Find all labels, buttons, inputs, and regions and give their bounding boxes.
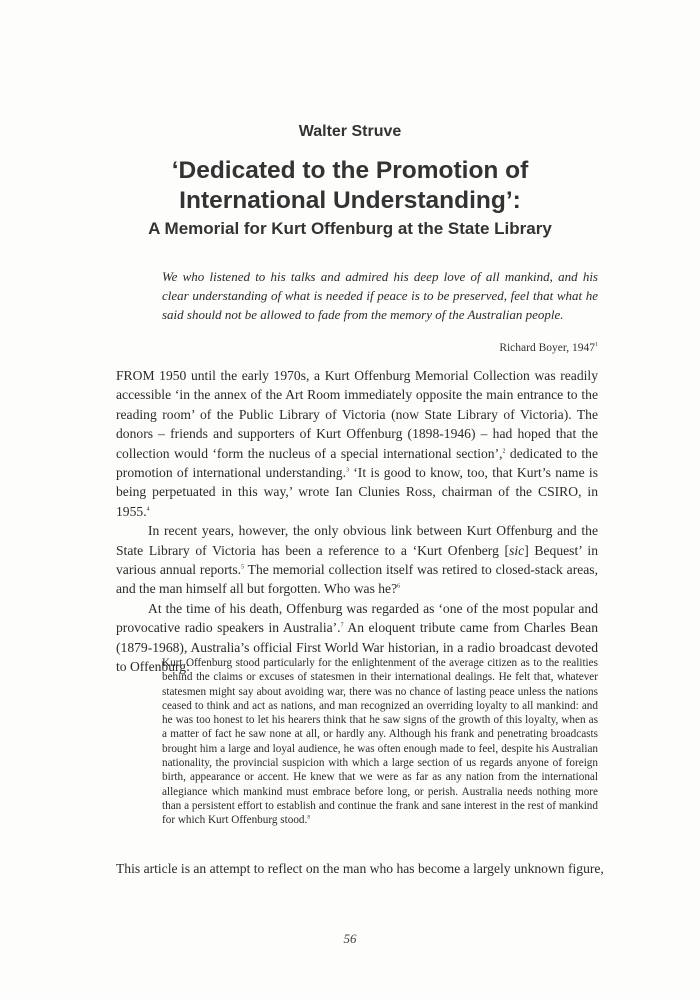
- closing-line: This article is an attempt to reflect on the man who has become a largely unknown figure,: [116, 861, 604, 876]
- article-title: ‘Dedicated to the Promotion of International Understanding’:: [171, 157, 529, 214]
- footnote-ref: 8: [307, 814, 311, 821]
- paragraph-2: [116, 521, 598, 599]
- footnote-ref: 5: [241, 564, 245, 571]
- epigraph: [162, 267, 598, 325]
- paragraph-text: In recent years, however, the only obvious link between Kurt Offenburg and the State Library of Victoria has been a reference to a ‘Kurt Ofenberg [: [116, 523, 598, 558]
- footnote-ref: 7: [340, 622, 344, 629]
- paragraph-text: ‘It is good to know, too, that Kurt’s name is being perpetuated in this way,’ wrote Ian Clunies Ross, chairman of the CSIRO, in 1955.: [116, 465, 598, 519]
- paragraph-1: [116, 366, 598, 521]
- article-body: [116, 366, 598, 677]
- footnote-ref: 3: [345, 467, 349, 474]
- paragraph-text: The memorial collection itself was retired to closed-stack areas, and the man himself all but forgotten. Who was he?: [116, 562, 598, 597]
- footnote-ref: 1: [595, 342, 598, 349]
- paragraph-text: ] Bequest’ in various annual reports.: [116, 542, 599, 578]
- author-name: Walter Struve: [298, 123, 402, 140]
- paragraph-text: dedicated to the promotion of international understanding.: [116, 445, 598, 481]
- block-quote-text: Kurt Offenburg stood particularly for the enlightenment of the average citizen as to the realities behind the claims or excuses of statesmen in their international dealings. He felt that, whatever statesmen might say about avoiding war, there was no chance of lasting peace unless the nations ceased to think and act as nations, and man recognized an overriding loyalty to all mankind: and he was too honest to let his hearers think that he saw signs of the growth of this loyalty, when as a matter of fact he saw none at all, or hardly any. Although his frank and penetrating broadcasts brought him a large and loyal audience, he was often enough made to feel, despite his Australian nationality, the provincial suspicion with which a large section of us regards anyone of foreign birth, appearance or accent. He knew that we were as far as any nation from the international allegiance which mankind must embrace before long, or perish. Australia needs nothing more than a persistent effort to establish and continue the frank and sane interest in the rest of mankind for which Kurt Offenburg stood.: [162, 657, 598, 827]
- block-quote: [162, 656, 598, 828]
- footnote-ref: 4: [146, 506, 150, 513]
- footnote-ref: 2: [502, 448, 506, 455]
- footnote-ref: 6: [397, 583, 401, 590]
- page-number: 56: [343, 931, 357, 946]
- epigraph-text: We who listened to his talks and admired his deep love of all mankind, and his clear understanding of what is needed if peace is to be preserved, feel that what he said should not be allowed to fade from the memory of the Australian people.: [162, 269, 598, 323]
- article-subtitle: A Memorial for Kurt Offenburg at the State Library: [148, 219, 552, 238]
- paragraph-text: An eloquent tribute came from Charles Bean (1879-1968), Australia’s official First World War historian, in a radio broadcast devoted to Offenburg:: [116, 620, 598, 675]
- paragraph-text: FROM 1950 until the early 1970s, a Kurt Offenburg Memorial Collection was readily accessible ‘in the annex of the Art Room immediately opposite the main entrance to the reading room’ of the Public Library of Victoria (now State Library of Victoria). The donors – friends and supporters of Kurt Offenburg (1898-1946) – had hoped that the collection would ‘form the nucleus of a special international section’,: [116, 368, 598, 461]
- epigraph-attribution-text: Richard Boyer, 1947: [499, 342, 595, 354]
- epigraph-attribution: [499, 342, 598, 354]
- block-quote-paragraph: [162, 656, 598, 828]
- sic-italic: sic: [509, 542, 525, 558]
- paragraph-text: At the time of his death, Offenburg was regarded as ‘one of the most popular and provocative radio speakers in Australia’.: [116, 600, 598, 636]
